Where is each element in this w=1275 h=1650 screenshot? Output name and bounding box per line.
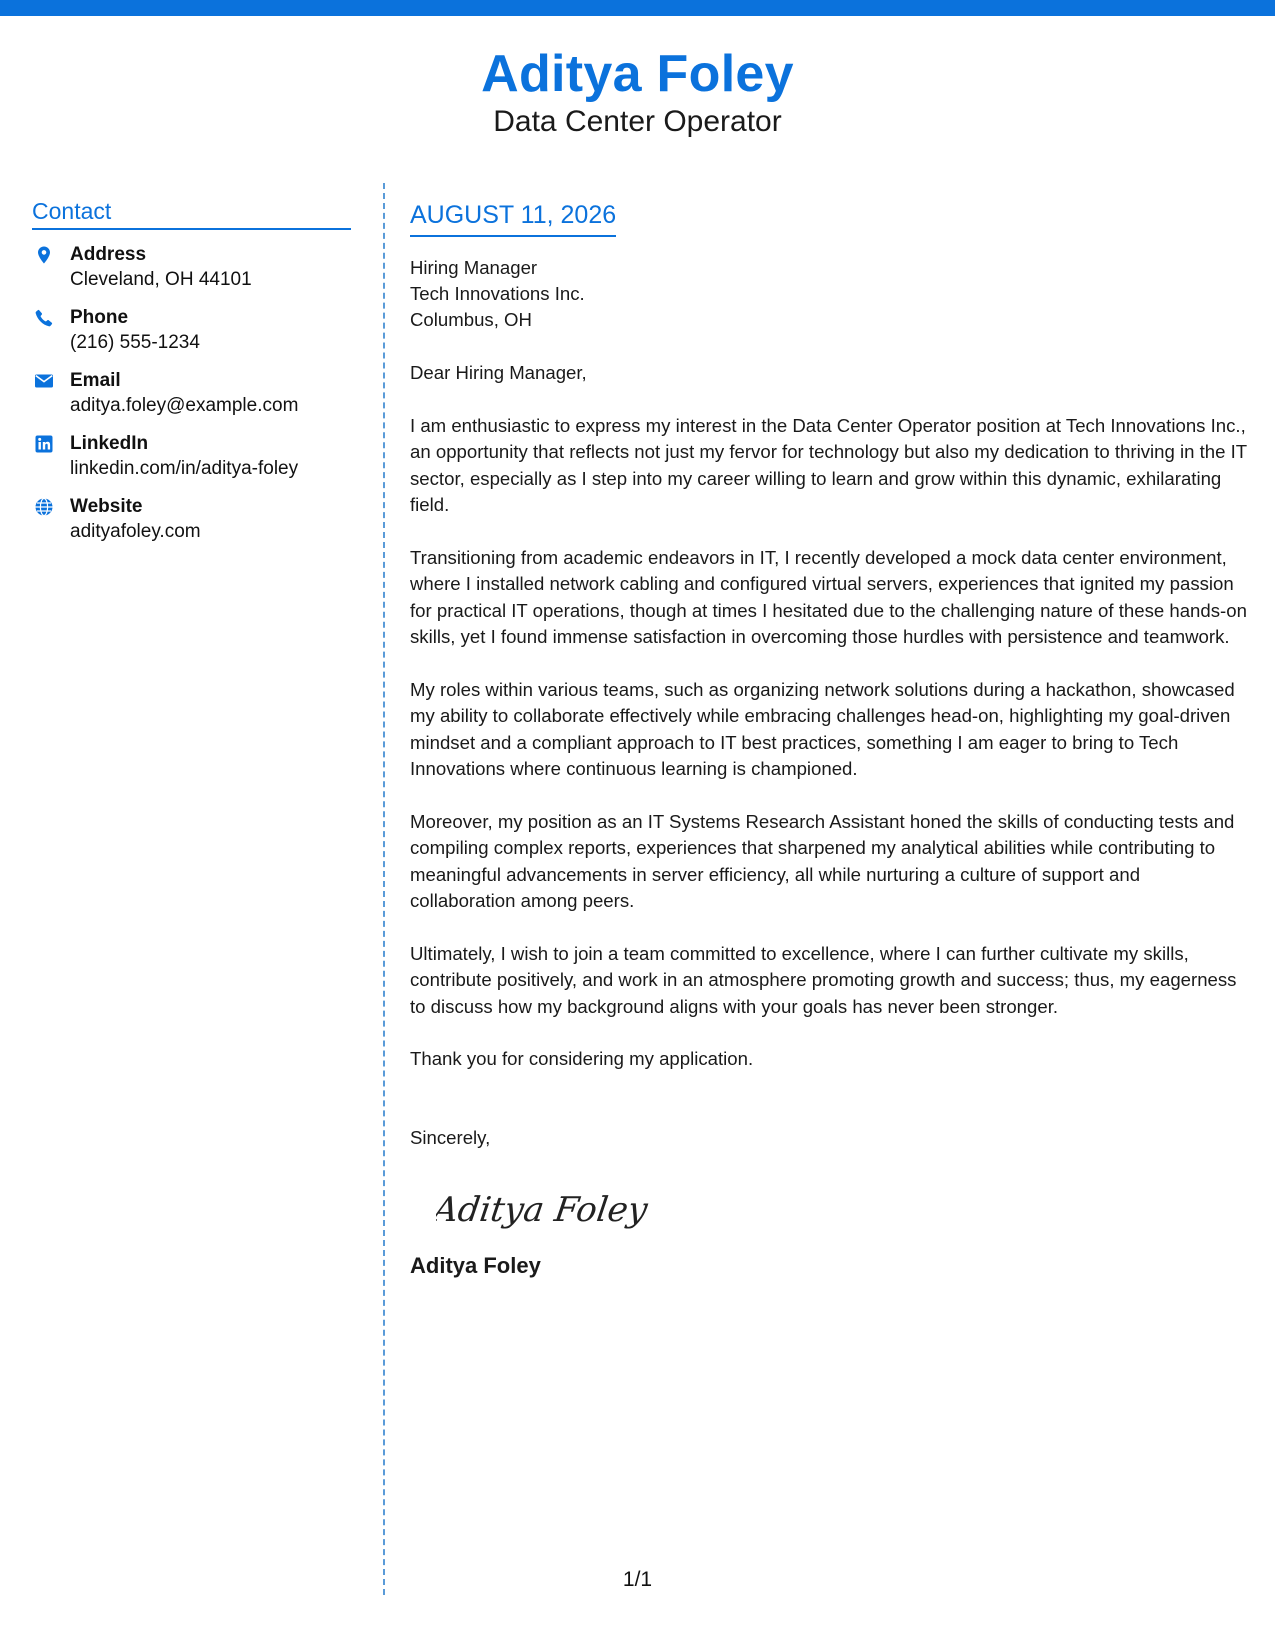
globe-icon — [34, 497, 54, 517]
linkedin-value[interactable]: linkedin.com/in/aditya-foley — [70, 458, 299, 479]
letter-body — [410, 198, 1250, 1281]
letter-paragraph: Ultimately, I wish to join a team committed to excellence, where I can further cultivate my skills, contribute positively, and work in an atmosphere promoting growth and success; thus, my eagerness to discuss how my background aligns with your goals has never been stronger. — [410, 942, 1237, 1017]
page-header — [0, 44, 1275, 140]
contact-linkedin — [32, 431, 351, 494]
email-value[interactable]: aditya.foley@example.com — [70, 395, 299, 416]
closing: Sincerely, — [410, 1126, 491, 1148]
job-title: Data Center Operator — [493, 105, 782, 138]
contact-email — [32, 368, 351, 431]
recipient-line: Tech Innovations Inc. — [410, 283, 585, 304]
website-value[interactable]: adityafoley.com — [70, 521, 201, 542]
applicant-name: Aditya Foley — [481, 45, 794, 103]
contact-sidebar — [32, 196, 351, 557]
recipient-line: Hiring Manager — [410, 257, 538, 278]
email-icon — [34, 371, 54, 391]
contact-label: Website — [70, 496, 143, 517]
recipient-line: Columbus, OH — [410, 309, 532, 330]
contact-phone — [32, 305, 351, 368]
location-pin-icon — [34, 245, 54, 265]
phone-icon — [34, 308, 54, 328]
contact-address — [32, 242, 351, 305]
contact-heading: Contact — [32, 196, 351, 230]
letter-date: AUGUST 11, 2026 — [410, 198, 616, 237]
address-value: Cleveland, OH 44101 — [70, 269, 252, 290]
salutation: Dear Hiring Manager, — [410, 362, 587, 383]
linkedin-icon — [34, 434, 54, 454]
handwritten-signature — [436, 1179, 1250, 1239]
letter-paragraph: Transitioning from academic endeavors in IT, I recently developed a mock data center environment, where I installed network cabling and configured virtual servers, experiences that ignited my passion for practical IT operations, though at times I hesitated due to the challenging nature of these hands-on skills, yet I found immense satisfaction in overcoming those hurdles with persistence and teamwork. — [410, 546, 1247, 647]
letter-paragraph: My roles within various teams, such as organizing network solutions during a hackathon, showcased my ability to collaborate effectively while embracing challenges head-on, highlighting my goal-driven mindset and a compliant approach to IT best practices, something I am eager to bring to Tech Innovations where continuous learning is championed. — [410, 678, 1235, 779]
letter-paragraph: I am enthusiastic to express my interest in the Data Center Operator position at Tech Innovations Inc., an opportunity that reflects not just my fervor for technology but also my dedication to thriving in the IT sector, especially as I step into my career willing to learn and grow within this dynamic, exhilarating field. — [410, 414, 1247, 515]
column-divider — [383, 183, 385, 1595]
contact-label: Email — [70, 370, 121, 391]
phone-value: (216) 555-1234 — [70, 332, 200, 353]
recipient-block — [410, 255, 1250, 333]
contact-website — [32, 494, 351, 557]
top-accent-bar — [0, 0, 1275, 16]
contact-label: LinkedIn — [70, 433, 149, 454]
contact-label: Phone — [70, 307, 129, 328]
page-number: 1/1 — [622, 1568, 653, 1591]
contact-list — [32, 242, 351, 557]
contact-label: Address — [70, 244, 147, 265]
letter-paragraph: Thank you for considering my application. — [410, 1048, 754, 1069]
signature-text: Aditya Foley — [436, 1190, 650, 1230]
signer-name: Aditya Foley — [410, 1253, 541, 1278]
letter-paragraph: Moreover, my position as an IT Systems Research Assistant honed the skills of conducting tests and compiling complex reports, experiences that sharpened my analytical abilities while contributing to meaningful advancements in server efficiency, all while nurturing a culture of support and collaboration among peers. — [410, 810, 1235, 911]
